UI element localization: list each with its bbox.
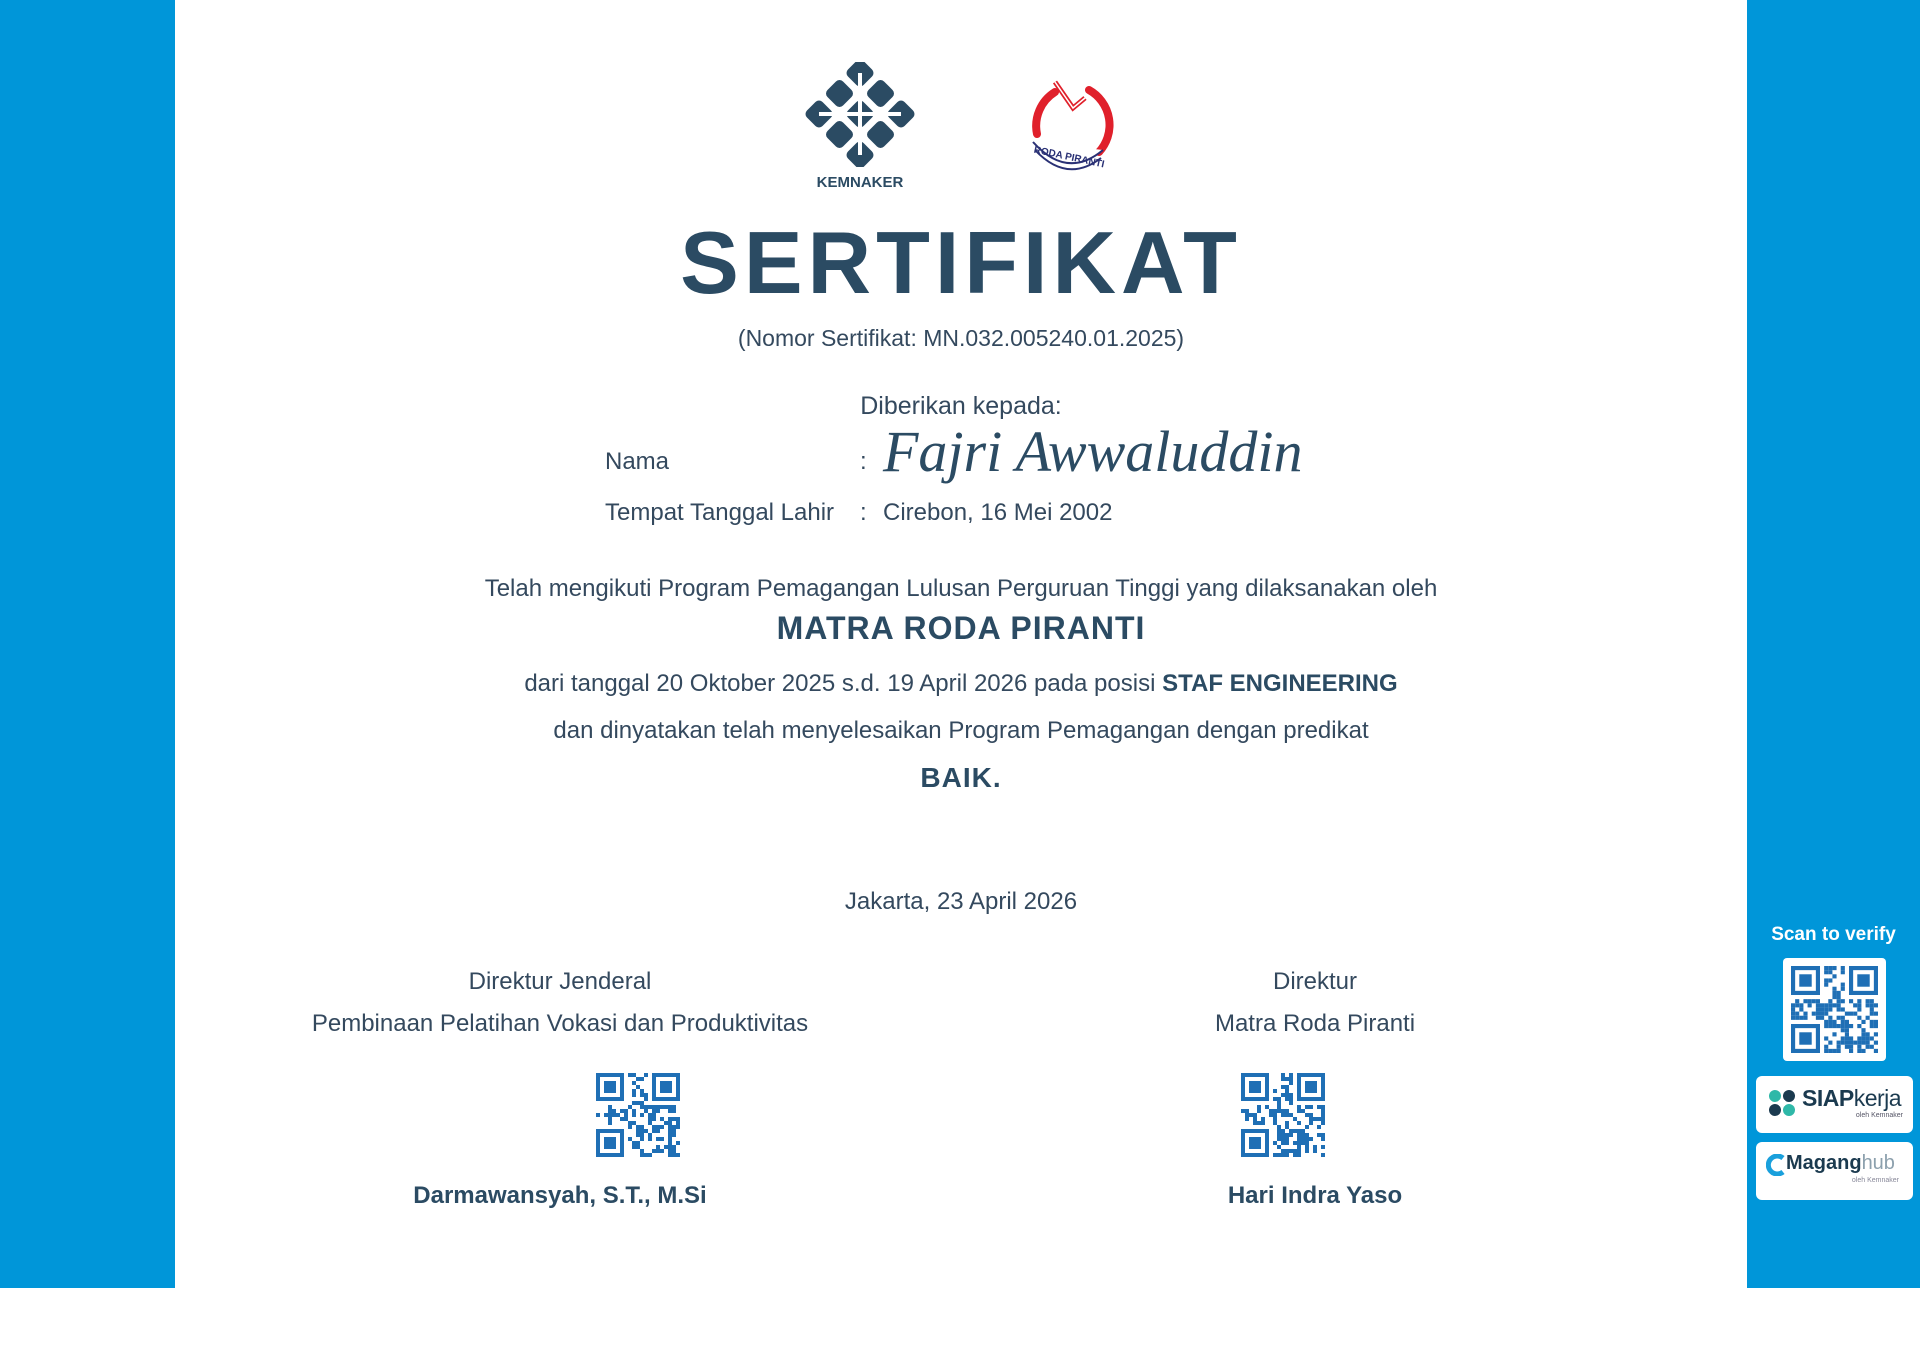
certificate-panel <box>175 0 1747 1288</box>
certificate-number: (Nomor Sertifikat: MN.032.005240.01.2025) <box>737 325 1185 351</box>
scan-to-verify-label: Scan to verify <box>1771 924 1896 945</box>
period-text: dari tanggal 20 Oktober 2025 s.d. 19 April 2026 pada posisi <box>524 670 1156 697</box>
siapkerja-wordmark <box>1802 1085 1901 1112</box>
verify-qr[interactable] <box>1783 958 1886 1061</box>
position-name: STAF ENGINEERING <box>1162 670 1398 697</box>
company-name: MATRA RODA PIRANTI <box>776 610 1146 646</box>
certificate-title: SERTIFIKAT <box>680 213 1242 312</box>
siapkerja-subtitle: oleh Kemnaker <box>1855 1112 1903 1119</box>
left-signatory-office: Pembinaan Pelatihan Vokasi dan Produktivitas <box>311 1010 809 1037</box>
maganghub-rest: hub <box>1861 1152 1895 1174</box>
roda-piranti-logo <box>1015 72 1125 182</box>
page-margin <box>0 1288 1920 1358</box>
maganghub-subtitle: oleh Kemnaker <box>1851 1177 1899 1184</box>
right-signatory-title: Direktur <box>1272 968 1357 995</box>
maganghub-bold: Magang <box>1786 1152 1862 1174</box>
period-statement <box>175 670 1747 698</box>
left-signature-qr-icon <box>596 1073 680 1157</box>
right-signatory-office: Matra Roda Piranti <box>1214 1010 1416 1037</box>
roda-piranti-logo-label: RODA PIRANTI <box>1032 144 1106 171</box>
given-to-label: Diberikan kepada: <box>860 392 1062 420</box>
siapkerja-bold: SIAP <box>1802 1085 1854 1111</box>
birth-label: Tempat Tanggal Lahir <box>605 499 835 526</box>
recipient-name: Fajri Awwaluddin <box>883 419 1303 484</box>
name-colon: : <box>860 448 867 475</box>
place-date: Jakarta, 23 April 2026 <box>844 888 1078 915</box>
birth-value: Cirebon, 16 Mei 2002 <box>883 499 1113 526</box>
kemnaker-logo-label: KEMNAKER <box>816 174 904 191</box>
verify-qr-icon <box>1791 966 1878 1053</box>
kemnaker-emblem-icon <box>805 62 915 167</box>
right-signature-qr-icon <box>1241 1073 1325 1157</box>
kemnaker-logo <box>805 62 915 196</box>
right-signatory-name: Hari Indra Yaso <box>1227 1182 1403 1209</box>
siapkerja-logo-icon <box>1765 1086 1799 1120</box>
program-statement: Telah mengikuti Program Pemagangan Lulusan Perguruan Tinggi yang dilaksanakan oleh <box>484 575 1438 602</box>
name-label: Nama <box>605 448 670 475</box>
maganghub-wordmark <box>1786 1152 1895 1175</box>
predikat-value: BAIK. <box>920 762 1002 793</box>
siapkerja-rest: kerja <box>1853 1085 1902 1111</box>
maganghub-logo-icon <box>1766 1154 1788 1176</box>
siapkerja-badge[interactable] <box>1756 1076 1913 1133</box>
birth-colon: : <box>860 499 867 526</box>
maganghub-badge[interactable] <box>1756 1142 1913 1200</box>
left-signatory-title: Direktur Jenderal <box>468 968 652 995</box>
roda-piranti-emblem-icon <box>1015 72 1125 182</box>
left-signatory-name: Darmawansyah, S.T., M.Si <box>413 1182 707 1209</box>
completion-statement: dan dinyatakan telah menyelesaikan Program Pemagangan dengan predikat <box>553 717 1369 744</box>
